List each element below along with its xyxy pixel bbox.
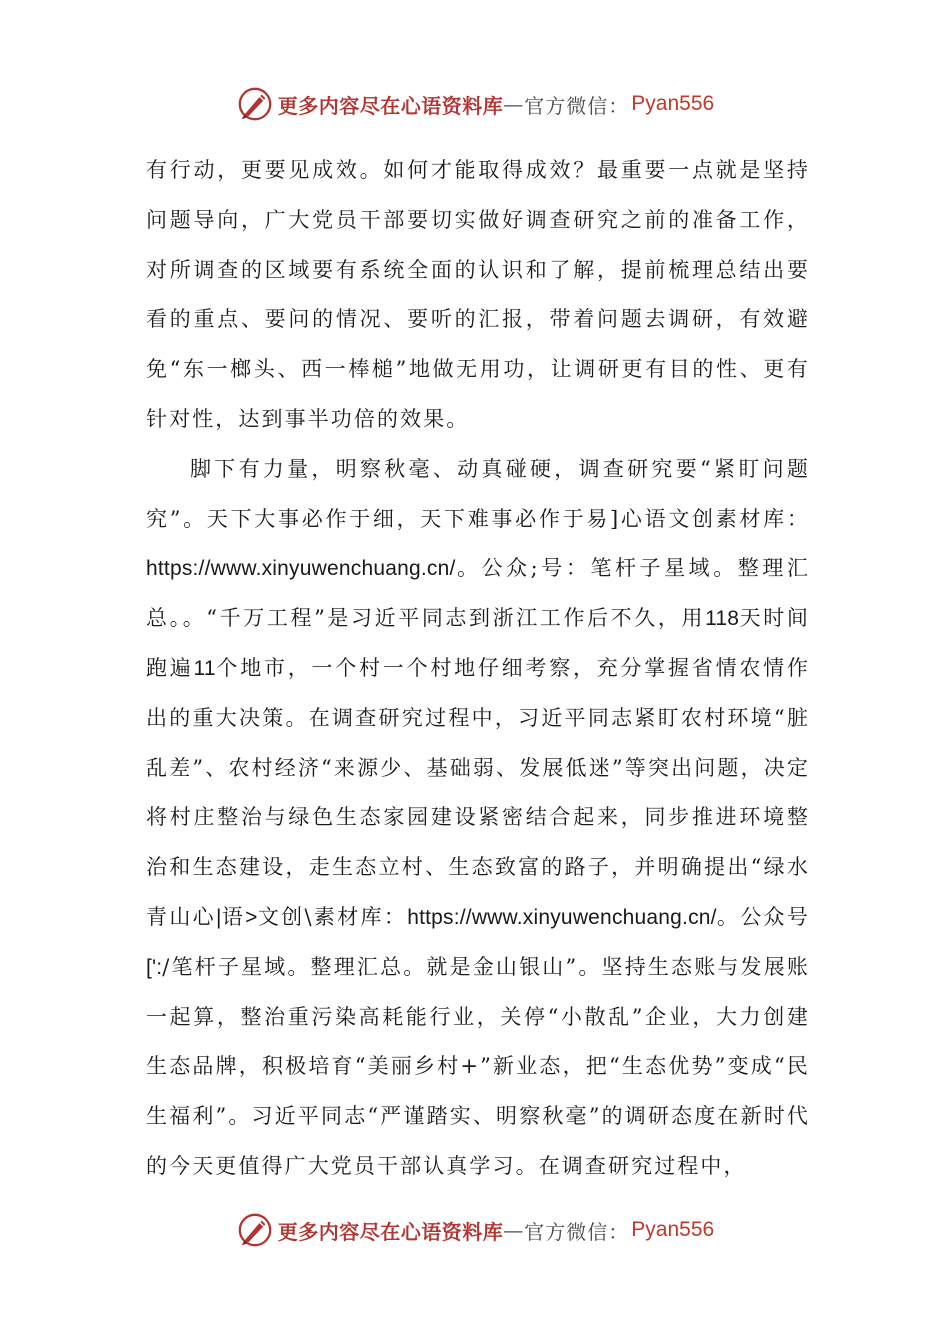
footer-title: 更多内容尽在心语资料库 [277, 1219, 504, 1244]
footer-wechat-id: Pyan556 [631, 1218, 715, 1241]
p2-text-b: 。公众;号：笔杆子星域。整理汇总。。“千万工程”是习近平同志到浙江工作后不久，用 [146, 556, 810, 631]
p2-text-f: 文创\素材库： [257, 904, 408, 929]
footer-banner [0, 1210, 950, 1250]
p2-number-11: 11 [193, 656, 216, 680]
header-banner [0, 84, 950, 124]
p2-text-h: /笔杆子星域。整理汇总。就是金山银山”。坚持生态账与发展账一起算，整治重污染高耗能行业，关停“小散乱”企业，大力创建生态品牌，积极培育“美丽乡村+”新业态，把“生态优势”变成“民生福利”。习近平同志“严谨踏实、明察秋毫”的调研态度在新时代的今天更值得广大党员干部认真学习。在调查研究过程中， [146, 954, 810, 1178]
p2-symbol-1: | [215, 905, 222, 929]
header-wechat-label: 官方微信： [524, 93, 630, 118]
p2-text-e: 语 [221, 904, 246, 929]
p2-text-c: 天时间跑遍 [146, 606, 810, 680]
footer-wechat-label: 官方微信： [524, 1219, 630, 1244]
header-dash: — [503, 92, 525, 116]
footer-dash: — [503, 1218, 525, 1242]
p2-number-118: 118 [705, 607, 740, 631]
p2-url-2: https://www.xinyuwenchuang.cn/ [407, 905, 717, 929]
p2-text-d: 个地市，一个村一个村地仔细考察，充分掌握省情农情作出的重大决策。在调查研究过程中，习近平同志紧盯农村环境“脏乱差”、农村经济“来源少、基础弱、发展低迷”等突出问题，决定将村庄整治与绿色生态家园建设紧密结合起来，同步推进环境整治和生态建设，走生态立村、生态致富的路子，并明确提出“绿水青山心 [146, 655, 811, 929]
pen-logo-icon [236, 1211, 274, 1249]
p2-symbol-2: > [245, 905, 258, 929]
header-title: 更多内容尽在心语资料库 [277, 93, 504, 118]
p2-symbol-3: [': [146, 955, 163, 979]
paragraph-1: 有行动，更要见成效。如何才能取得成效？最重要一点就是坚持问题导向，广大党员干部要切实做好调查研究之前的准备工作，对所调查的区域要有系统全面的认识和了解，提前梳理总结出要看的重点、要问的情况、要听的汇报，带着问题去调研，有效避免“东一榔头、西一棒槌”地做无用功，让调研更有目的性、更有针对性，达到事半功倍的效果。 [146, 158, 810, 431]
pen-logo-icon [236, 85, 274, 123]
header-wechat-id: Pyan556 [631, 92, 715, 115]
p2-text-g: 。公众号 [716, 904, 810, 929]
p2-url-1: https://www.xinyuwenchuang.cn/ [146, 557, 456, 581]
paragraph-2 [146, 445, 810, 1192]
document-body [146, 146, 810, 1192]
p2-text-a: 脚下有力量，明察秋毫、动真碰硬，调查研究要“紧盯问题究”。天下大事必作于细，天下难事必作于易]心语文创素材库： [146, 456, 810, 531]
